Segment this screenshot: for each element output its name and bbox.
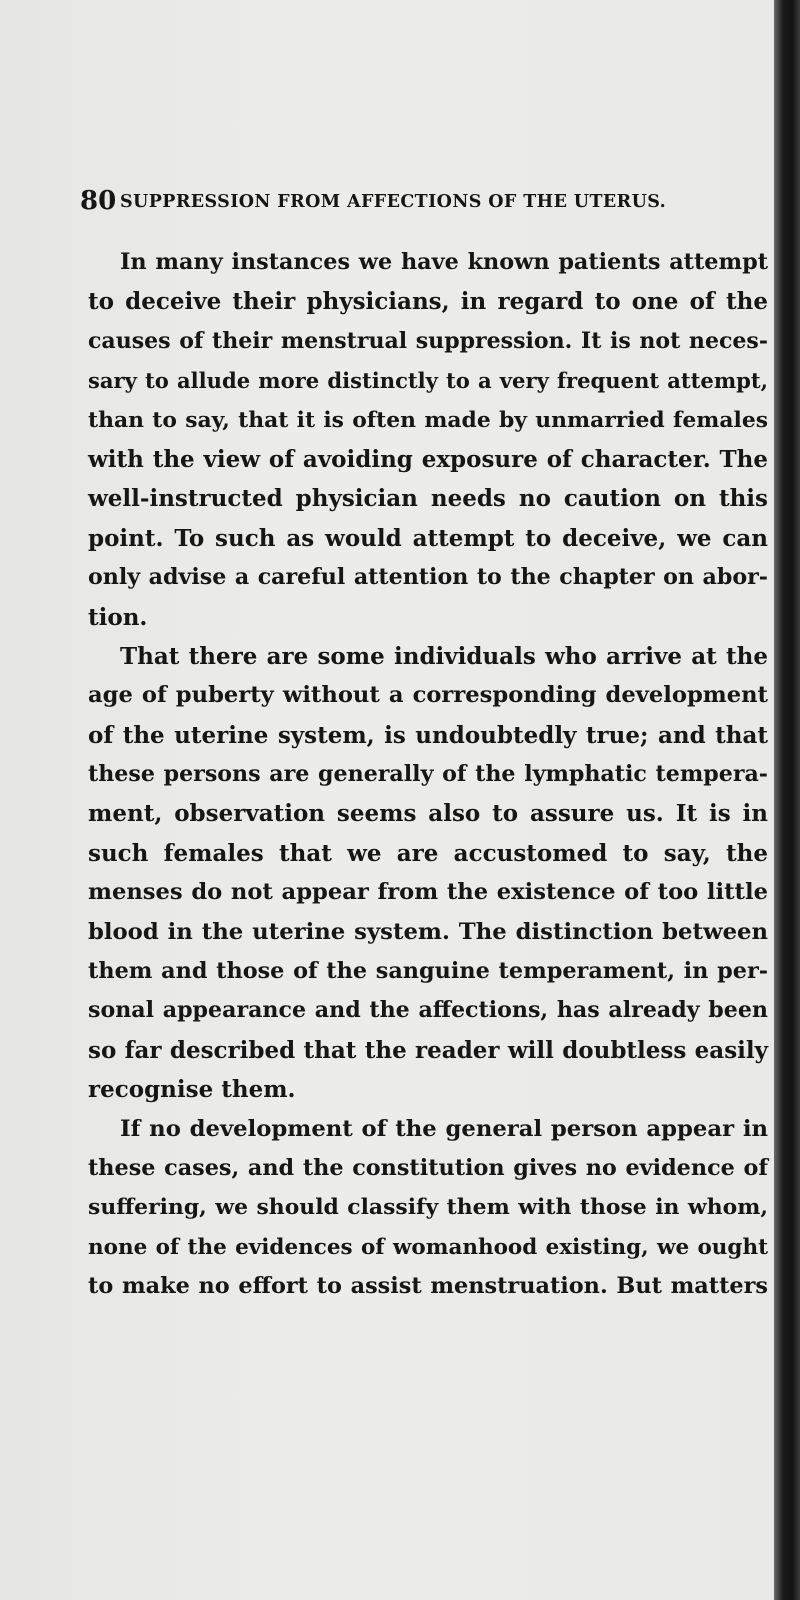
running-head: SUPPRESSION FROM AFFECTIONS OF THE UTERUS. bbox=[120, 192, 667, 212]
text-line: ment, observation seems also to assure us. It is in bbox=[88, 800, 768, 828]
text-line: sary to allude more distinctly to a very frequent attempt, bbox=[88, 368, 768, 394]
text-line: none of the evidences of womanhood existing, we ought bbox=[88, 1234, 768, 1260]
text-line: to make no effort to assist menstruation. But matters bbox=[88, 1273, 768, 1300]
text-line: In many instances we have known patients attempt bbox=[120, 249, 768, 275]
text-line: causes of their menstrual suppression. It is not neces- bbox=[88, 327, 768, 354]
text-line: such females that we are accustomed to say, the bbox=[88, 839, 768, 867]
text-line: menses do not appear from the existence of too little bbox=[88, 879, 768, 906]
text-line: tion. bbox=[88, 603, 148, 631]
text-line: point. To such as would attempt to deceive, we can bbox=[88, 524, 768, 552]
page-number: 80 bbox=[80, 186, 117, 216]
text-line: If no development of the general person appear in bbox=[120, 1115, 768, 1142]
text-line: That there are some individuals who arrive at the bbox=[120, 642, 768, 670]
text-line: with the view of avoiding exposure of character. The bbox=[88, 445, 768, 473]
text-line: than to say, that it is often made by unmarried females bbox=[88, 407, 768, 433]
text-line: sonal appearance and the affections, has already been bbox=[88, 997, 768, 1024]
text-line: blood in the uterine system. The distinction between bbox=[88, 918, 768, 945]
text-line: these cases, and the constitution gives no evidence of bbox=[88, 1154, 768, 1181]
text-line: well-instructed physician needs no caution on this bbox=[88, 485, 768, 513]
text-line: these persons are generally of the lymphatic tempera- bbox=[88, 761, 768, 788]
text-line: recognise them. bbox=[88, 1076, 296, 1104]
text-line: only advise a careful attention to the chapter on abor- bbox=[88, 564, 768, 591]
text-line: age of puberty without a corresponding development bbox=[88, 682, 768, 709]
page-gutter-edge bbox=[774, 0, 800, 1600]
text-line: to deceive their physicians, in regard to one of the bbox=[88, 288, 768, 316]
page-header bbox=[80, 186, 720, 220]
text-line: so far described that the reader will doubtless easily bbox=[88, 1036, 768, 1064]
body-text bbox=[88, 243, 768, 1307]
text-line: of the uterine system, is undoubtedly true; and that bbox=[88, 721, 768, 749]
text-line: suffering, we should classify them with those in whom, bbox=[88, 1194, 768, 1221]
text-line: them and those of the sanguine temperament, in per- bbox=[88, 958, 768, 985]
